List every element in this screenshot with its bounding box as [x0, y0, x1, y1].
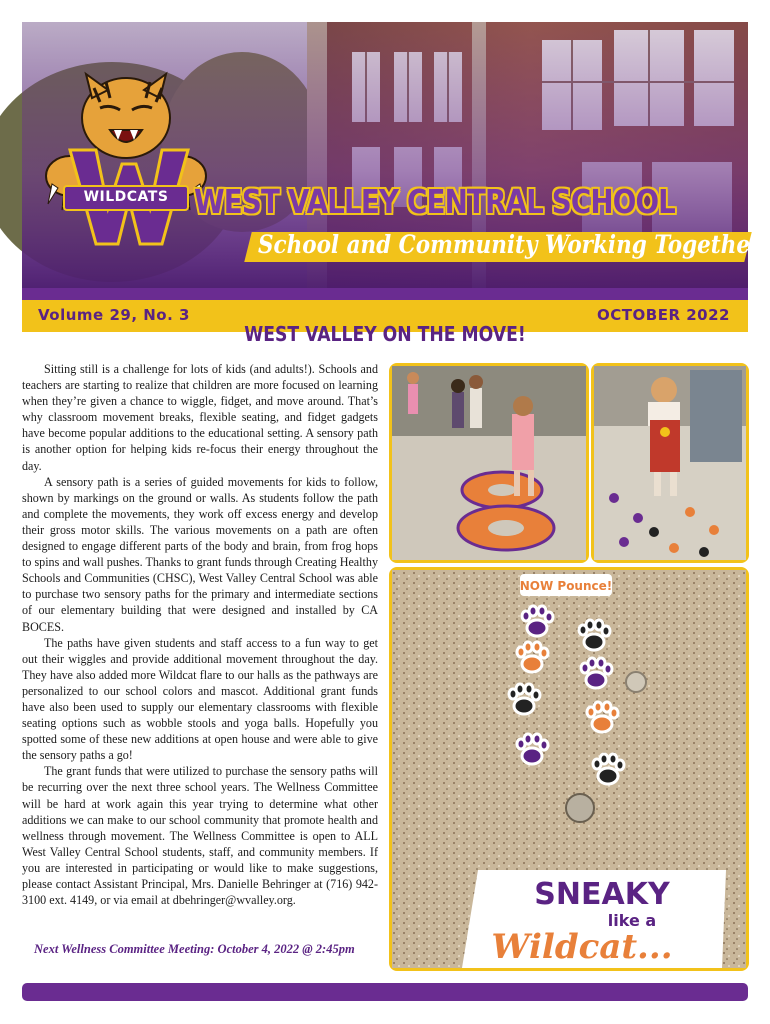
logo-label: WILDCATS: [83, 189, 169, 205]
photo-kids-hallway: [389, 363, 589, 563]
sneaky-decal-text: SNEAKY: [534, 877, 670, 912]
school-title: WEST VALLEY CENTRAL SCHOOL: [194, 182, 676, 221]
header-banner: [22, 22, 762, 324]
wildcat-decal-text: Wildcat...: [491, 927, 673, 967]
meeting-note: Next Wellness Committee Meeting: October 4, 2022 @ 2:45pm: [34, 942, 355, 956]
footer-bar: [22, 983, 748, 1001]
photo-sneaky-wildcat-path: [389, 567, 749, 971]
article-paragraph: The paths have given students and staff access to a fun way to get out their wiggles and provide additional movement throughout the day. They have also added more Wildcat flare to our halls as the pathways are personalized to our school colors and mascot. Additional grant funds have also been used to supply our elementary classrooms with flexible seating options such as wobble stools and yoga balls. Hopefully you spotted some of these new additions at open house and were able to give the sensory paths a go!: [22, 635, 378, 763]
article-paragraph: Sitting still is a challenge for lots of kids (and adults!). Schools and teachers are starting to realize that children are more focused on learning when they’re given a chance to wiggle, fidget, and move around. That’s why classroom movement breaks, flexible seating, and fidget gadgets have become popular additions to the educational setting. A sensory path is another option for helping kids re-focus their energy throughout the day.: [22, 362, 378, 473]
photo-girl-paw-prints: [591, 363, 749, 563]
article-body: [22, 361, 378, 908]
issue-date: OCTOBER 2022: [597, 306, 730, 324]
article-paragraph: A sensory path is a series of guided movements for kids to follow, shown by markings on the ground or walls. As students follow the path and complete the movements, they work off excess energy and develop their gross motor skills. The various movements on a path are often designed to engage different parts of the body and brain, from frog hops to spins and wall pushes. Thanks to grant funds through Creating Healthy Schools and Communities (CHSC), West Valley Central School was able to purchase two sensory paths for the primary and intermediate sections of our elementary building that were designed and installed by CA BOCES.: [22, 474, 378, 634]
volume-number: Volume 29, No. 3: [38, 306, 190, 324]
like-a-decal-text: like a: [607, 911, 657, 930]
article-headline: WEST VALLEY ON THE MOVE!: [244, 322, 526, 346]
article-paragraph: The grant funds that were utilized to purchase the sensory paths will be recurring over the next three school years. The Wellness Committee will be hard at work again this year trying to determine what other additions we can make to our school community that promote health and wellness through movement. The Wellness Committee is open to ALL West Valley Central School students, staff, and community members. If you are interested in participating or would like to make suggestions, please contact Assistant Principal, Mrs. Danielle Behringer at (716) 942-3100 ext. 4149, or via email at dbehringer@wvalley.org.: [22, 764, 378, 908]
wildcats-logo: [30, 68, 208, 246]
now-pounce-decal: NOW Pounce!: [519, 579, 613, 593]
motto: School and Community Working Together: [258, 230, 762, 259]
